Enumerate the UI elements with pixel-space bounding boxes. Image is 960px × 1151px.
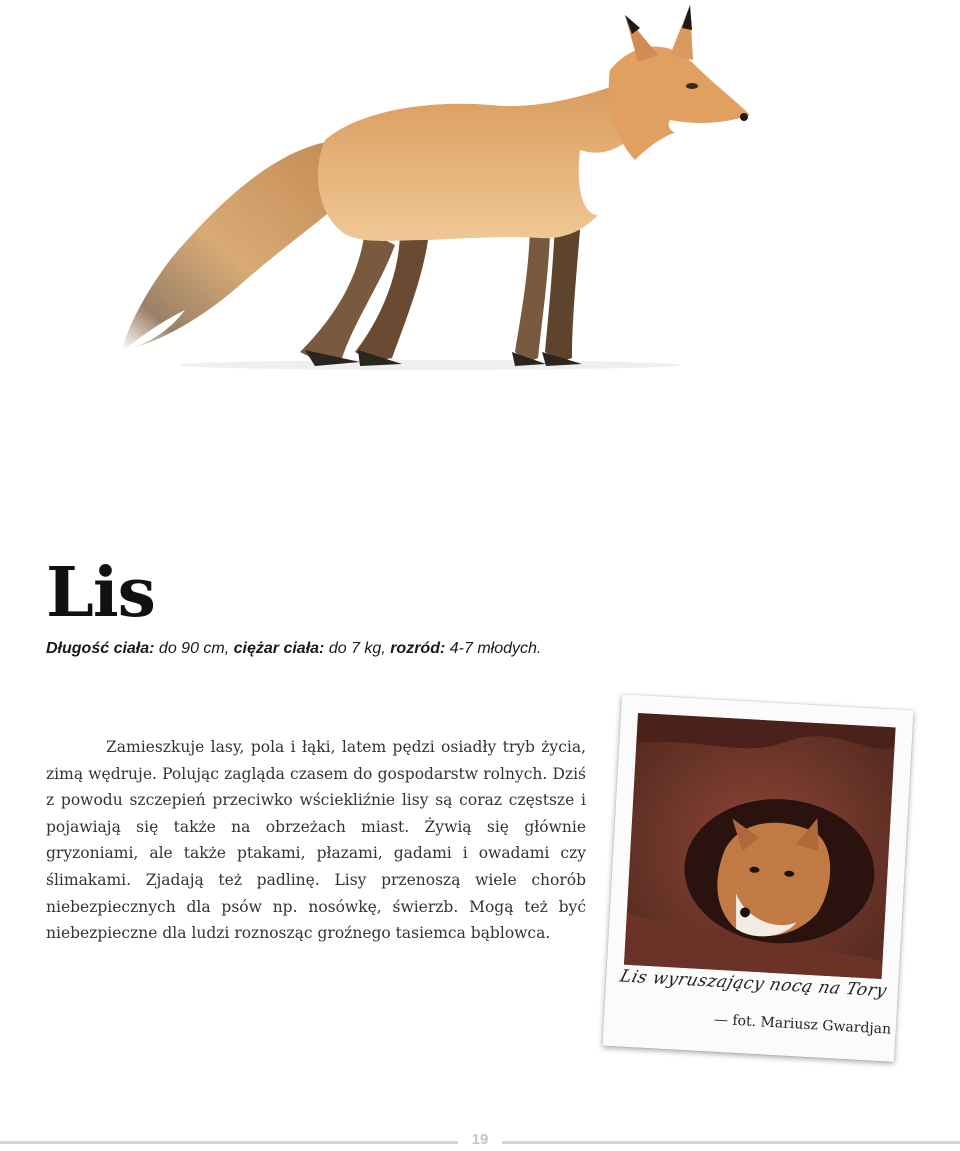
litter-label: rozród: xyxy=(390,640,446,657)
litter-value: 4-7 młodych. xyxy=(445,640,542,657)
description-paragraph xyxy=(46,734,586,947)
footer-rule-left xyxy=(0,1141,458,1144)
footer-rule-right xyxy=(502,1141,960,1144)
length-label: Długość ciała: xyxy=(46,640,155,657)
fox-head xyxy=(609,46,750,160)
polaroid-photo-frame xyxy=(602,694,913,1062)
photo-caption: Lis wyruszający nocą na Tory xyxy=(617,966,890,1002)
length-value: do 90 cm, xyxy=(154,640,234,657)
page-number: 19 xyxy=(471,1131,489,1148)
description-text: Zamieszkuje lasy, pola i łąki, latem pędzi osiadły tryb życia, zimą wędruje. Polując zagląda czasem do gospodarstw rolnych. Dziś z powodu szczepień przeciwko wściekliźnie lisy są coraz częstsze i pojawiają się także na obrzeżach miast. Żywią się głównie gryzoniami, ale także ptakami, płazami, gadami i owadami czy ślimakami. Zjadają też padlinę. Lisy przenoszą wiele chorób niebezpiecznych dla psów np. nosówkę, świerzb. Mogą też być niebezpieczne dla ludzi roznosząc groźnego tasiemca bąblowca. xyxy=(46,738,586,943)
fox-burrow-photo xyxy=(624,713,896,979)
weight-value: do 7 kg, xyxy=(324,640,391,657)
fox-illustration xyxy=(110,0,760,380)
photo-credit: — fot. Mariusz Gwardjan xyxy=(713,1011,892,1038)
page-title: Lis xyxy=(46,553,155,633)
weight-label: ciężar ciała: xyxy=(233,640,325,657)
species-facts xyxy=(46,638,746,660)
